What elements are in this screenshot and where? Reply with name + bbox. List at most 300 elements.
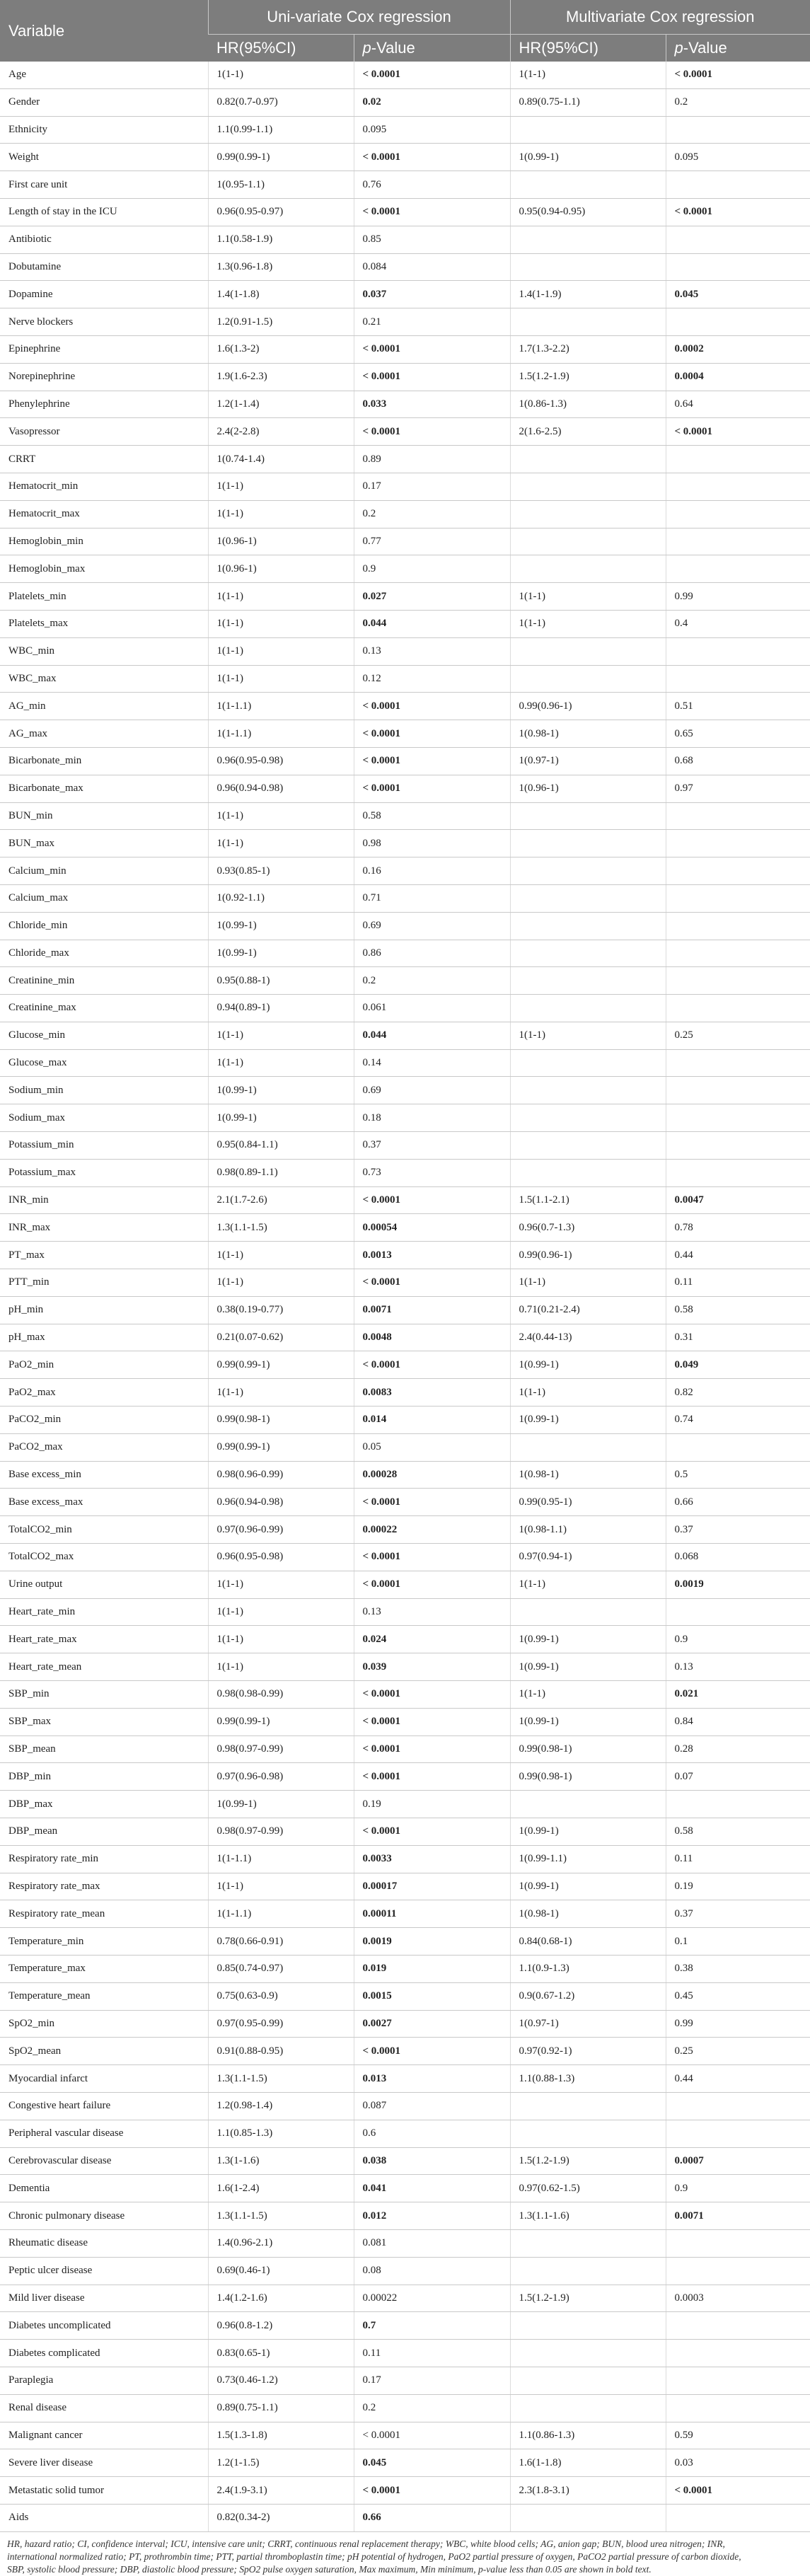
variable-cell: Norepinephrine: [0, 363, 208, 391]
table-row: [0, 1818, 810, 1846]
multi-pvalue-cell: [666, 2257, 810, 2285]
uni-hr-cell: 0.98(0.89-1.1): [208, 1159, 354, 1186]
uni-hr-cell: 1(1-1): [208, 473, 354, 500]
multi-hr-cell: 1.6(1-1.8): [510, 2449, 666, 2477]
multi-hr-cell: [510, 967, 666, 995]
multi-hr-cell: 1(0.99-1): [510, 1407, 666, 1434]
table-row: [0, 418, 810, 446]
multi-hr-cell: 1(0.99-1): [510, 1818, 666, 1846]
multi-pvalue-cell: [666, 802, 810, 830]
table-row: [0, 1077, 810, 1104]
variable-cell: Calcium_max: [0, 884, 208, 912]
table-row: [0, 1982, 810, 2010]
multi-pvalue-cell: 0.99: [666, 2010, 810, 2038]
table-footnote: [0, 2532, 810, 2576]
variable-cell: Renal disease: [0, 2394, 208, 2422]
multi-hr-cell: 0.9(0.67-1.2): [510, 1982, 666, 2010]
multi-hr-cell: 1.5(1.1-2.1): [510, 1186, 666, 1214]
multi-hr-cell: 1.1(0.86-1.3): [510, 2422, 666, 2449]
uni-hr-cell: 0.69(0.46-1): [208, 2257, 354, 2285]
uni-hr-cell: 0.98(0.97-0.99): [208, 1818, 354, 1846]
multi-pvalue-cell: 0.2: [666, 88, 810, 116]
univariate-group-header: Uni-variate Cox regression: [208, 0, 510, 35]
multi-pvalue-cell: [666, 912, 810, 940]
multi-pvalue-cell: 0.11: [666, 1845, 810, 1873]
uni-hr-cell: 0.78(0.66-0.91): [208, 1928, 354, 1956]
table-row: [0, 1132, 810, 1160]
uni-pvalue-cell: < 0.0001: [354, 2477, 510, 2505]
footnote-line-3: SBP, systolic blood pressure; DBP, diastolic blood pressure; SpO2 pulse oxygen saturation, Max maximum, Min minimum, p-value less than 0.05 are shown in bold text.: [7, 2563, 652, 2575]
uni-hr-cell: 1(0.96-1): [208, 528, 354, 555]
uni-pvalue-cell: 0.13: [354, 1598, 510, 1626]
variable-cell: Hemoglobin_min: [0, 528, 208, 555]
table-row: [0, 747, 810, 775]
multi-pvalue-cell: [666, 940, 810, 967]
multi-hr-cell: 2.3(1.8-3.1): [510, 2477, 666, 2505]
variable-cell: Hematocrit_max: [0, 500, 208, 528]
pvalue-suffix: -Value: [371, 39, 415, 57]
multi-hr-cell: [510, 2312, 666, 2340]
variable-cell: Respiratory rate_min: [0, 1845, 208, 1873]
uni-hr-cell: 2.4(2-2.8): [208, 418, 354, 446]
multi-pvalue-cell: [666, 555, 810, 583]
table-row: [0, 2038, 810, 2065]
multi-hr-cell: [510, 446, 666, 473]
multi-hr-cell: 1(0.96-1): [510, 775, 666, 802]
table-row: [0, 2092, 810, 2120]
uni-hr-cell: 0.75(0.63-0.9): [208, 1982, 354, 2010]
uni-pvalue-header: [354, 35, 510, 62]
multi-hr-cell: [510, 802, 666, 830]
variable-cell: TotalCO2_min: [0, 1516, 208, 1544]
multi-pvalue-cell: [666, 2312, 810, 2340]
variable-cell: Glucose_min: [0, 1022, 208, 1049]
variable-cell: TotalCO2_max: [0, 1544, 208, 1571]
uni-hr-cell: 1(1-1): [208, 1269, 354, 1297]
uni-pvalue-cell: 0.76: [354, 171, 510, 199]
multi-pvalue-cell: 0.84: [666, 1708, 810, 1735]
uni-hr-cell: 0.99(0.99-1): [208, 1433, 354, 1461]
uni-hr-cell: 0.85(0.74-0.97): [208, 1955, 354, 1982]
table-row: [0, 281, 810, 308]
uni-hr-cell: 1.4(1-1.8): [208, 281, 354, 308]
multi-hr-cell: [510, 473, 666, 500]
uni-hr-cell: 1(1-1): [208, 610, 354, 637]
multi-pvalue-cell: 0.78: [666, 1214, 810, 1242]
variable-cell: Cerebrovascular disease: [0, 2147, 208, 2175]
table-row: [0, 857, 810, 885]
uni-pvalue-cell: 0.85: [354, 226, 510, 253]
table-row: [0, 1928, 810, 1956]
uni-hr-cell: 1(1-1): [208, 1049, 354, 1077]
multi-hr-cell: [510, 2340, 666, 2367]
uni-pvalue-cell: 0.037: [354, 281, 510, 308]
uni-pvalue-cell: < 0.0001: [354, 198, 510, 226]
uni-pvalue-cell: 0.71: [354, 884, 510, 912]
multi-hr-cell: 1(0.99-1): [510, 1653, 666, 1681]
uni-hr-cell: 1(0.74-1.4): [208, 446, 354, 473]
table-row: [0, 2257, 810, 2285]
multi-pvalue-cell: 0.44: [666, 2065, 810, 2093]
uni-hr-cell: 1(1-1): [208, 1379, 354, 1407]
variable-cell: Weight: [0, 144, 208, 171]
uni-pvalue-cell: 0.05: [354, 1433, 510, 1461]
multi-hr-cell: 0.96(0.7-1.3): [510, 1214, 666, 1242]
multi-hr-cell: 1(1-1): [510, 610, 666, 637]
table-row: [0, 2422, 810, 2449]
variable-cell: Malignant cancer: [0, 2422, 208, 2449]
uni-pvalue-cell: < 0.0001: [354, 363, 510, 391]
table-row: [0, 2504, 810, 2531]
variable-cell: Diabetes uncomplicated: [0, 2312, 208, 2340]
multi-hr-cell: 1(0.97-1): [510, 747, 666, 775]
variable-cell: Potassium_max: [0, 1159, 208, 1186]
table-row: [0, 1022, 810, 1049]
uni-pvalue-cell: < 0.0001: [354, 1544, 510, 1571]
uni-pvalue-cell: < 0.0001: [354, 1351, 510, 1379]
variable-cell: Rheumatic disease: [0, 2229, 208, 2257]
multi-hr-cell: [510, 1791, 666, 1818]
uni-pvalue-cell: 0.00017: [354, 1873, 510, 1900]
uni-pvalue-cell: 0.9: [354, 555, 510, 583]
uni-pvalue-cell: 0.0083: [354, 1379, 510, 1407]
multi-pvalue-cell: 0.11: [666, 1269, 810, 1297]
multi-hr-cell: 1.5(1.2-1.9): [510, 363, 666, 391]
variable-cell: Heart_rate_mean: [0, 1653, 208, 1681]
uni-pvalue-cell: < 0.0001: [354, 62, 510, 88]
variable-cell: PaO2_min: [0, 1351, 208, 1379]
table-row: [0, 1845, 810, 1873]
table-row: [0, 583, 810, 611]
uni-hr-cell: 1.2(0.91-1.5): [208, 308, 354, 336]
variable-cell: Phenylephrine: [0, 391, 208, 418]
multi-pvalue-cell: 0.37: [666, 1516, 810, 1544]
table-row: [0, 610, 810, 637]
variable-cell: Calcium_min: [0, 857, 208, 885]
uni-hr-cell: 0.95(0.88-1): [208, 967, 354, 995]
uni-pvalue-cell: 0.2: [354, 2394, 510, 2422]
uni-hr-cell: 1.1(0.99-1.1): [208, 116, 354, 144]
uni-hr-cell: 0.96(0.95-0.98): [208, 1544, 354, 1571]
table-row: [0, 1351, 810, 1379]
variable-cell: Dopamine: [0, 281, 208, 308]
multi-hr-cell: 1(1-1): [510, 1269, 666, 1297]
uni-pvalue-cell: 0.019: [354, 1955, 510, 1982]
multi-hr-cell: 1(0.98-1): [510, 1461, 666, 1489]
pvalue-p: p: [362, 39, 371, 57]
variable-cell: Temperature_max: [0, 1955, 208, 1982]
uni-hr-cell: 1(1-1.1): [208, 1900, 354, 1928]
multi-hr-cell: 0.99(0.95-1): [510, 1489, 666, 1516]
uni-pvalue-cell: 0.0015: [354, 1982, 510, 2010]
uni-hr-header: HR(95%CI): [208, 35, 354, 62]
uni-hr-cell: 1(1-1): [208, 62, 354, 88]
table-row: [0, 2147, 810, 2175]
multi-pvalue-cell: 0.07: [666, 1763, 810, 1791]
multi-pvalue-cell: 0.0002: [666, 335, 810, 363]
table-row: [0, 995, 810, 1022]
multi-pvalue-cell: 0.37: [666, 1900, 810, 1928]
uni-pvalue-cell: 0.77: [354, 528, 510, 555]
multi-pvalue-cell: 0.74: [666, 1407, 810, 1434]
multi-hr-cell: [510, 857, 666, 885]
uni-pvalue-cell: 0.012: [354, 2202, 510, 2230]
table-row: [0, 1571, 810, 1598]
multi-hr-cell: 1(0.98-1): [510, 1900, 666, 1928]
uni-hr-cell: 1(0.99-1): [208, 1077, 354, 1104]
variable-cell: Nerve blockers: [0, 308, 208, 336]
uni-hr-cell: 2.4(1.9-3.1): [208, 2477, 354, 2505]
table-row: [0, 62, 810, 88]
uni-pvalue-cell: < 0.0001: [354, 1186, 510, 1214]
multi-hr-cell: 1(0.99-1): [510, 144, 666, 171]
uni-hr-cell: 0.96(0.8-1.2): [208, 2312, 354, 2340]
uni-pvalue-cell: 0.033: [354, 391, 510, 418]
table-row: [0, 1186, 810, 1214]
table-row: [0, 775, 810, 802]
multi-hr-cell: [510, 2257, 666, 2285]
uni-hr-cell: 1.9(1.6-2.3): [208, 363, 354, 391]
multi-pvalue-cell: 0.82: [666, 1379, 810, 1407]
variable-cell: Heart_rate_min: [0, 1598, 208, 1626]
multi-pvalue-cell: [666, 665, 810, 693]
uni-hr-cell: 1.6(1.3-2): [208, 335, 354, 363]
multi-hr-cell: [510, 912, 666, 940]
uni-pvalue-cell: 0.6: [354, 2120, 510, 2147]
multi-hr-cell: [510, 2120, 666, 2147]
table-row: [0, 2285, 810, 2312]
uni-pvalue-cell: 0.18: [354, 1104, 510, 1132]
multi-pvalue-cell: [666, 857, 810, 885]
uni-hr-cell: 0.82(0.34-2): [208, 2504, 354, 2531]
uni-hr-cell: 1.2(1-1.4): [208, 391, 354, 418]
table-row: [0, 88, 810, 116]
uni-pvalue-cell: 0.038: [354, 2147, 510, 2175]
multi-pvalue-cell: [666, 1049, 810, 1077]
multi-pvalue-cell: [666, 967, 810, 995]
uni-pvalue-cell: < 0.0001: [354, 775, 510, 802]
multi-hr-cell: [510, 830, 666, 857]
uni-hr-cell: 0.89(0.75-1.1): [208, 2394, 354, 2422]
multi-hr-cell: 1(1-1): [510, 583, 666, 611]
uni-pvalue-cell: 0.16: [354, 857, 510, 885]
table-row: [0, 1269, 810, 1297]
uni-pvalue-cell: 0.0019: [354, 1928, 510, 1956]
multi-hr-cell: [510, 2394, 666, 2422]
table-row: [0, 1735, 810, 1763]
table-row: [0, 912, 810, 940]
uni-hr-cell: 1(1-1): [208, 830, 354, 857]
multi-hr-cell: 1(1-1): [510, 1022, 666, 1049]
multi-hr-cell: 1(0.98-1): [510, 720, 666, 748]
multi-pvalue-cell: 0.068: [666, 1544, 810, 1571]
uni-hr-cell: 1.5(1.3-1.8): [208, 2422, 354, 2449]
uni-pvalue-cell: 0.045: [354, 2449, 510, 2477]
multi-pvalue-cell: 0.99: [666, 583, 810, 611]
uni-hr-cell: 0.94(0.89-1): [208, 995, 354, 1022]
table-row: [0, 637, 810, 665]
multi-pvalue-cell: [666, 2367, 810, 2394]
uni-hr-cell: 0.98(0.96-0.99): [208, 1461, 354, 1489]
uni-pvalue-cell: 0.087: [354, 2092, 510, 2120]
table-row: [0, 802, 810, 830]
variable-cell: SBP_max: [0, 1708, 208, 1735]
table-row: [0, 1407, 810, 1434]
multi-pvalue-cell: 0.4: [666, 610, 810, 637]
uni-pvalue-cell: 0.044: [354, 610, 510, 637]
uni-pvalue-cell: 0.00054: [354, 1214, 510, 1242]
variable-cell: CRRT: [0, 446, 208, 473]
multi-hr-cell: 1(1-1): [510, 1379, 666, 1407]
table-row: [0, 1900, 810, 1928]
table-row: [0, 253, 810, 281]
variable-cell: Bicarbonate_min: [0, 747, 208, 775]
uni-pvalue-cell: 0.37: [354, 1132, 510, 1160]
multi-pvalue-cell: [666, 528, 810, 555]
multi-hr-cell: 1.4(1-1.9): [510, 281, 666, 308]
uni-pvalue-cell: 0.98: [354, 830, 510, 857]
multi-pvalue-cell: [666, 995, 810, 1022]
uni-hr-cell: 1.3(1-1.6): [208, 2147, 354, 2175]
variable-cell: Diabetes complicated: [0, 2340, 208, 2367]
table-row: [0, 2312, 810, 2340]
multi-pvalue-cell: 0.0047: [666, 1186, 810, 1214]
uni-hr-cell: 0.98(0.97-0.99): [208, 1735, 354, 1763]
multi-pvalue-cell: 0.0019: [666, 1571, 810, 1598]
table-row: [0, 2477, 810, 2505]
uni-hr-cell: 0.97(0.95-0.99): [208, 2010, 354, 2038]
uni-hr-cell: 0.82(0.7-0.97): [208, 88, 354, 116]
variable-cell: WBC_max: [0, 665, 208, 693]
table-row: [0, 1516, 810, 1544]
uni-pvalue-cell: < 0.0001: [354, 747, 510, 775]
uni-hr-cell: 1(0.96-1): [208, 555, 354, 583]
uni-hr-cell: 0.97(0.96-0.98): [208, 1763, 354, 1791]
variable-cell: Sodium_min: [0, 1077, 208, 1104]
uni-hr-cell: 1(1-1): [208, 500, 354, 528]
uni-pvalue-cell: 0.081: [354, 2229, 510, 2257]
uni-hr-cell: 0.96(0.94-0.98): [208, 1489, 354, 1516]
uni-pvalue-cell: 0.095: [354, 116, 510, 144]
multi-hr-header: HR(95%CI): [510, 35, 666, 62]
uni-pvalue-cell: 0.039: [354, 1653, 510, 1681]
variable-cell: Heart_rate_max: [0, 1626, 208, 1653]
multi-hr-cell: 1(0.98-1.1): [510, 1516, 666, 1544]
table-row: [0, 1214, 810, 1242]
variable-cell: Dementia: [0, 2175, 208, 2202]
variable-cell: SBP_mean: [0, 1735, 208, 1763]
variable-cell: AG_max: [0, 720, 208, 748]
multi-pvalue-cell: 0.5: [666, 1461, 810, 1489]
table-row: [0, 1598, 810, 1626]
multi-pvalue-cell: < 0.0001: [666, 62, 810, 88]
uni-hr-cell: 0.38(0.19-0.77): [208, 1296, 354, 1324]
uni-pvalue-cell: 0.12: [354, 665, 510, 693]
multi-pvalue-cell: 0.58: [666, 1296, 810, 1324]
table-row: [0, 2340, 810, 2367]
multi-hr-cell: [510, 2092, 666, 2120]
variable-cell: Vasopressor: [0, 418, 208, 446]
table-row: [0, 1159, 810, 1186]
uni-hr-cell: 1.4(1.2-1.6): [208, 2285, 354, 2312]
uni-pvalue-cell: 0.17: [354, 2367, 510, 2394]
uni-pvalue-cell: < 0.0001: [354, 2038, 510, 2065]
multi-pvalue-cell: [666, 1791, 810, 1818]
table-row: [0, 1433, 810, 1461]
uni-pvalue-cell: 0.11: [354, 2340, 510, 2367]
multi-pvalue-cell: 0.9: [666, 2175, 810, 2202]
table-body: [0, 62, 810, 2531]
variable-cell: Temperature_min: [0, 1928, 208, 1956]
variable-cell: Dobutamine: [0, 253, 208, 281]
uni-hr-cell: 1(1-1): [208, 637, 354, 665]
table-row: [0, 1681, 810, 1709]
uni-hr-cell: 0.99(0.99-1): [208, 1351, 354, 1379]
multi-hr-cell: [510, 253, 666, 281]
uni-pvalue-cell: 0.66: [354, 2504, 510, 2531]
multi-pvalue-cell: [666, 2340, 810, 2367]
variable-cell: Respiratory rate_mean: [0, 1900, 208, 1928]
uni-hr-cell: 0.99(0.99-1): [208, 1708, 354, 1735]
multi-pvalue-cell: 0.59: [666, 2422, 810, 2449]
uni-hr-cell: 0.96(0.95-0.98): [208, 747, 354, 775]
multi-pvalue-cell: 0.03: [666, 2449, 810, 2477]
multi-pvalue-cell: < 0.0001: [666, 198, 810, 226]
uni-pvalue-cell: < 0.0001: [354, 1708, 510, 1735]
variable-cell: DBP_mean: [0, 1818, 208, 1846]
multi-hr-cell: [510, 528, 666, 555]
uni-pvalue-cell: 0.00022: [354, 2285, 510, 2312]
multi-hr-cell: [510, 2367, 666, 2394]
uni-hr-cell: 0.98(0.98-0.99): [208, 1681, 354, 1709]
uni-hr-cell: 0.21(0.07-0.62): [208, 1324, 354, 1351]
variable-cell: Myocardial infarct: [0, 2065, 208, 2093]
uni-pvalue-cell: < 0.0001: [354, 335, 510, 363]
variable-cell: Paraplegia: [0, 2367, 208, 2394]
table-row: [0, 1626, 810, 1653]
multi-pvalue-cell: [666, 637, 810, 665]
variable-cell: SBP_min: [0, 1681, 208, 1709]
table-row: [0, 693, 810, 720]
multi-pvalue-cell: [666, 116, 810, 144]
multi-hr-cell: 2.4(0.44-13): [510, 1324, 666, 1351]
multi-hr-cell: 1(0.97-1): [510, 2010, 666, 2038]
uni-hr-cell: 0.91(0.88-0.95): [208, 2038, 354, 2065]
table-row: [0, 226, 810, 253]
uni-pvalue-cell: < 0.0001: [354, 693, 510, 720]
multi-hr-cell: [510, 1598, 666, 1626]
multi-hr-cell: [510, 637, 666, 665]
multi-hr-cell: [510, 171, 666, 199]
multi-pvalue-cell: 0.38: [666, 1955, 810, 1982]
variable-cell: Temperature_mean: [0, 1982, 208, 2010]
multi-pvalue-cell: [666, 2092, 810, 2120]
multi-hr-cell: [510, 665, 666, 693]
uni-pvalue-cell: 0.86: [354, 940, 510, 967]
variable-cell: Platelets_min: [0, 583, 208, 611]
multi-hr-cell: [510, 940, 666, 967]
uni-hr-cell: 1(0.99-1): [208, 1791, 354, 1818]
table-row: [0, 391, 810, 418]
variable-cell: Age: [0, 62, 208, 88]
variable-cell: AG_min: [0, 693, 208, 720]
uni-pvalue-cell: 0.0027: [354, 2010, 510, 2038]
variable-cell: Chloride_min: [0, 912, 208, 940]
uni-hr-cell: 1.1(0.85-1.3): [208, 2120, 354, 2147]
multi-hr-cell: 1(0.99-1): [510, 1873, 666, 1900]
multi-pvalue-cell: 0.049: [666, 1351, 810, 1379]
uni-hr-cell: 0.99(0.99-1): [208, 144, 354, 171]
